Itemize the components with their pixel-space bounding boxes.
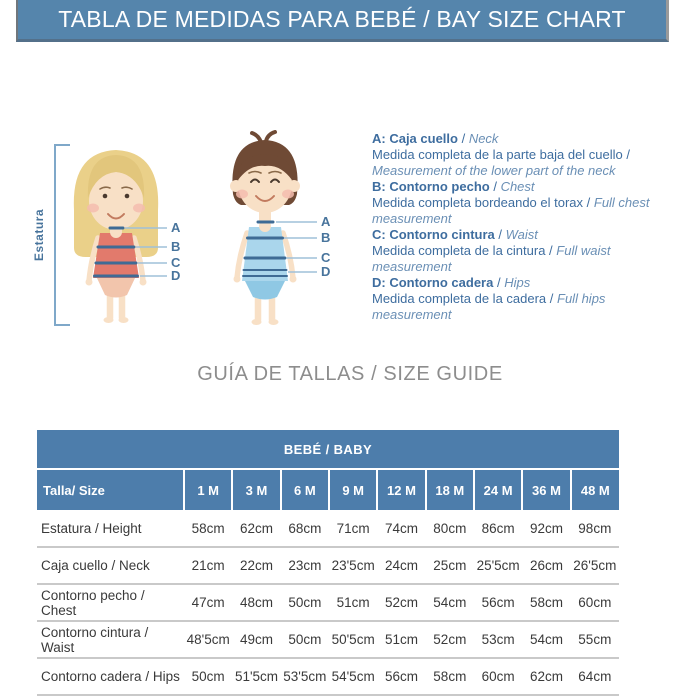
size-col-8: 36 M: [522, 469, 570, 510]
cell-value: 62cm: [529, 669, 563, 684]
size-col-3: 6 M: [281, 469, 329, 510]
cell-value: 47cm: [191, 595, 225, 610]
cell-value: 25'5cm: [476, 558, 520, 573]
cell-value: 60cm: [578, 595, 612, 610]
cell-value: 56cm: [481, 595, 515, 610]
boy-illustration: [230, 132, 300, 325]
row-label: Caja cuello / Neck: [41, 558, 150, 573]
cell-value: 48'5cm: [186, 632, 230, 647]
measurement-description: Medida completa de la cadera / Full hips measurement: [372, 291, 606, 322]
group-header: BEBÉ / BABY: [37, 430, 619, 469]
measurement-label: C: Contorno cintura / Waist: [372, 227, 538, 242]
page-title: TABLA DE MEDIDAS PARA BEBÉ / BAY SIZE CHART: [16, 0, 669, 42]
table-row: [37, 547, 619, 584]
size-header-row: [37, 469, 619, 510]
boy-letter-b: B: [321, 230, 331, 245]
cell-value: 55cm: [578, 632, 612, 647]
size-guide-heading: GUÍA DE TALLAS / SIZE GUIDE: [197, 363, 503, 385]
size-table: [37, 430, 619, 696]
table-row: [37, 510, 619, 547]
cell-value: 74cm: [384, 520, 418, 536]
girl-letter-c: C: [171, 255, 181, 270]
cell-value: 54'5cm: [331, 669, 375, 684]
size-col-5: 12 M: [377, 469, 425, 510]
row-label: Contorno pecho / Chest: [41, 587, 145, 618]
cell-value: 92cm: [529, 520, 563, 536]
cell-value: 58cm: [191, 520, 225, 536]
cell-value: 21cm: [191, 558, 225, 573]
row-label: Contorno cadera / Hips: [41, 669, 180, 684]
cell-value: 52cm: [384, 595, 418, 610]
cell-value: 86cm: [481, 520, 515, 536]
size-col-2: 3 M: [232, 469, 280, 510]
cell-value: 62cm: [239, 520, 273, 536]
legend-item-c: [372, 227, 684, 275]
cell-value: 98cm: [578, 520, 612, 536]
cell-value: 23'5cm: [331, 558, 375, 573]
measurement-description: Medida completa de la parte baja del cuello / Measurement of the lower part of the neck: [372, 147, 630, 178]
size-col-6: 18 M: [426, 469, 474, 510]
cell-value: 50cm: [191, 669, 225, 684]
cell-value: 23cm: [288, 558, 322, 573]
cell-value: 26'5cm: [573, 558, 617, 573]
boy-letter-a: A: [321, 214, 331, 229]
cell-value: 60cm: [481, 669, 515, 684]
boy-letter-c: C: [321, 250, 331, 265]
cell-value: 58cm: [433, 669, 467, 684]
size-col-7: 24 M: [474, 469, 522, 510]
cell-value: 49cm: [239, 632, 273, 647]
cell-value: 64cm: [578, 669, 612, 684]
cell-value: 48cm: [239, 595, 273, 610]
cell-value: 50cm: [288, 595, 322, 610]
height-label: Estatura: [32, 208, 46, 262]
girl-illustration: [74, 150, 158, 323]
measurement-diagram: [30, 130, 350, 330]
table-row: [37, 658, 619, 695]
cell-value: 25cm: [433, 558, 467, 573]
measurement-label: D: Contorno cadera / Hips: [372, 275, 531, 290]
size-col-1: 1 M: [184, 469, 232, 510]
measurement-label: B: Contorno pecho / Chest: [372, 179, 535, 194]
girl-letter-b: B: [171, 239, 181, 254]
cell-value: 22cm: [239, 558, 273, 573]
measurement-description: Medida completa bordeando el torax / Full chest measurement: [372, 195, 650, 226]
measurement-legend: [372, 131, 684, 323]
cell-value: 54cm: [529, 632, 563, 647]
boy-letter-d: D: [321, 264, 331, 279]
size-row-label: Talla/ Size: [37, 469, 184, 510]
cell-value: 51cm: [336, 595, 370, 610]
measurement-label: A: Caja cuello / Neck: [372, 131, 499, 146]
cell-value: 51cm: [384, 632, 418, 647]
cell-value: 71cm: [336, 520, 370, 536]
cell-value: 80cm: [433, 520, 467, 536]
row-label: Contorno cintura / Waist: [41, 624, 149, 655]
cell-value: 50'5cm: [331, 632, 375, 647]
table-body: [37, 510, 619, 695]
cell-value: 68cm: [288, 520, 322, 536]
legend-item-a: [372, 131, 684, 179]
cell-value: 58cm: [529, 595, 563, 610]
cell-value: 52cm: [433, 632, 467, 647]
cell-value: 53cm: [481, 632, 515, 647]
cell-value: 50cm: [288, 632, 322, 647]
girl-letter-d: D: [171, 268, 181, 283]
cell-value: 53'5cm: [283, 669, 327, 684]
legend-item-b: [372, 179, 684, 227]
cell-value: 56cm: [384, 669, 418, 684]
cell-value: 24cm: [384, 558, 418, 573]
table-row: [37, 584, 619, 621]
cell-value: 54cm: [433, 595, 467, 610]
measurement-description: Medida completa de la cintura / Full waist measurement: [372, 243, 611, 274]
table-row: [37, 621, 619, 658]
row-label: Estatura / Height: [41, 520, 142, 536]
size-col-9: 48 M: [571, 469, 619, 510]
group-header-row: [37, 430, 619, 469]
height-bracket: [32, 145, 70, 325]
girl-letter-a: A: [171, 220, 181, 235]
size-col-4: 9 M: [329, 469, 377, 510]
cell-value: 26cm: [529, 558, 563, 573]
legend-item-d: [372, 275, 684, 323]
cell-value: 51'5cm: [234, 669, 279, 684]
